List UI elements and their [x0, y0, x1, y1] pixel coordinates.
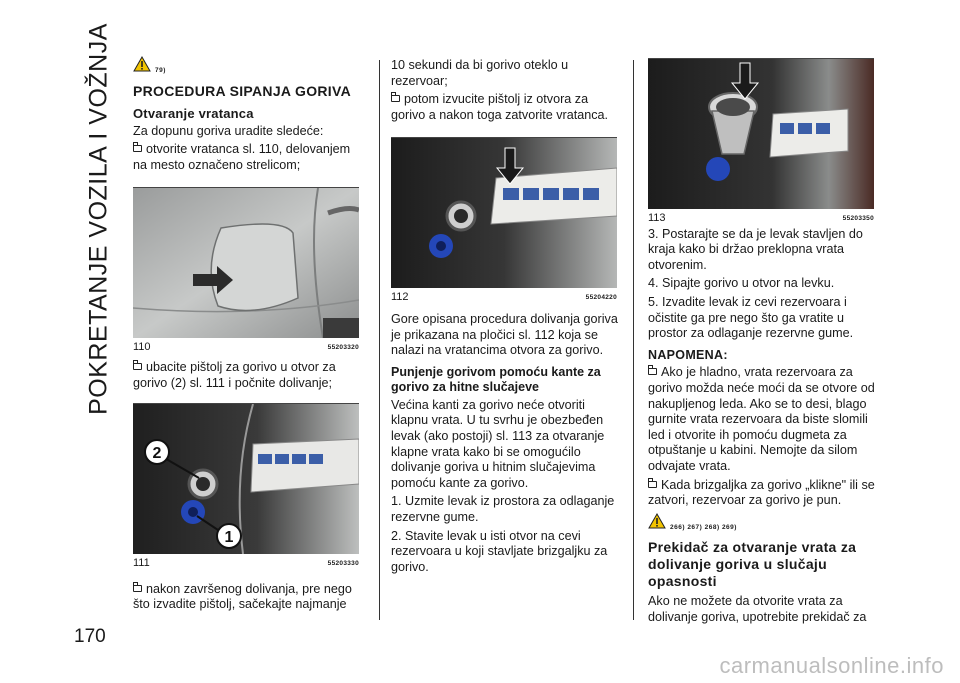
bullet-text: Kada brizgaljka za gorivo „klikne" ili se zatvori, rezervoar za gorivo je pun. — [648, 477, 875, 508]
warning-triangle-icon — [648, 513, 666, 529]
subheading: Otvaranje vratanca — [133, 105, 254, 121]
continued-text: 10 sekundi da bi gorivo oteklo u rezervoar; — [391, 58, 569, 88]
callout-1: 1 — [224, 529, 234, 547]
figure-caption — [133, 556, 359, 572]
step-item: 5. Izvadite levak iz cevi rezervoara i očistite ga pre nego što ga vratite u prostor za odlaganje rezervne gume. — [648, 294, 854, 341]
figure-code: 55203330 — [327, 560, 359, 568]
note-label: NAPOMENA: — [648, 347, 728, 362]
fuel-nozzle-photo — [133, 404, 359, 554]
column-1 — [133, 56, 365, 616]
figure-112 — [391, 137, 617, 306]
bullet-item — [133, 582, 365, 613]
figure-113 — [648, 58, 874, 227]
step-item: 1. Uzmite levak iz prostora za odlaganje rezervne gume. — [391, 494, 615, 524]
subheading: Punjenje gorivom pomoću kante za gorivo za hitne slučajeve — [391, 364, 601, 394]
figure-caption — [648, 211, 874, 227]
page-number: 170 — [74, 626, 106, 647]
paragraph: Većina kanti za gorivo neće otvoriti klapnu vrata. U tu svrhu je obezbeđen levak (ako postoji) sl. 113 za otvaranje klapne vrata kako bi se omogućilo dolivanje goriva u hitnim slučajevima pomoću kante za gorivo. — [391, 397, 605, 490]
figure-caption — [133, 340, 359, 356]
figure-image — [648, 58, 874, 209]
fuel-door-photo — [133, 188, 359, 338]
figure-111 — [133, 403, 359, 572]
figure-image — [391, 137, 617, 288]
step-item: 2. Stavite levak u isti otvor na cevi rezervoara u koji stavljate brizgaljku za gorivo. — [391, 528, 608, 574]
warning-refs: 266) 267) 268) 269) — [670, 523, 737, 531]
figure-code: 55203350 — [842, 215, 874, 222]
bullet-item — [133, 360, 365, 391]
step-item: 3. Postarajte se da je levak stavljen do kraja kako bi držao preklopna vrata otvorenim. — [648, 226, 863, 272]
chapter-title — [82, 23, 116, 415]
bullet-box-icon — [648, 368, 657, 375]
figure-number: 110 — [133, 341, 151, 354]
figure-caption — [391, 290, 617, 306]
figure-number: 113 — [648, 212, 666, 224]
bullet-item — [648, 478, 878, 509]
figure-image — [133, 403, 359, 554]
paragraph: Ako ne možete da otvorite vrata za dolivanje goriva, upotrebite prekidač za — [648, 594, 867, 624]
fuel-door-label-photo — [391, 138, 617, 288]
warning-reference — [133, 56, 365, 79]
bullet-text: Ako je hladno, vrata rezervoara za gorivo možda neće moći da se otvore od nakupljenog leda. Ako se to desi, blago gurnite vrata rezervoara da biste slomili led i otvorite ih pomoću dugmeta za otpuštanje u kabini. Nemojte da silom odvajate vrata. — [648, 365, 875, 473]
column-divider — [633, 60, 634, 620]
column-divider — [379, 60, 380, 620]
bullet-box-icon — [133, 363, 142, 370]
watermark: carmanualsonline.info — [719, 653, 944, 678]
callout-2: 2 — [152, 445, 162, 463]
chapter-title-text: POKRETANJE VOZILA I VOŽNJA — [84, 23, 113, 415]
figure-110 — [133, 187, 359, 356]
warning-refs: 79) — [155, 67, 166, 74]
section-heading: Prekidač za otvaranje vrata za dolivanje goriva u slučaju opasnosti — [648, 539, 857, 590]
bullet-item — [133, 142, 365, 173]
figure-image — [133, 187, 359, 338]
step-item: 4. Sipajte gorivo u otvor na levku. — [648, 276, 835, 291]
bullet-box-icon — [133, 585, 142, 592]
section-heading: PROCEDURA SIPANJA GORIVA — [133, 82, 351, 99]
bullet-text: potom izvucite pištolj iz otvora za gorivo a nakon toga zatvorite vratanca. — [391, 92, 609, 122]
figure-code: 55204220 — [585, 294, 617, 302]
funnel-photo — [648, 59, 874, 209]
bullet-box-icon — [391, 95, 400, 102]
intro-text: Za dopunu goriva uradite sledeće: — [133, 123, 324, 138]
bullet-text: otvorite vratanca sl. 110, delovanjem na mesto označeno strelicom; — [133, 142, 351, 172]
warning-reference — [648, 513, 878, 536]
figure-number: 111 — [133, 557, 150, 570]
bullet-box-icon — [133, 145, 142, 152]
column-2 — [391, 58, 621, 578]
figure-code: 55203320 — [327, 344, 359, 352]
bullet-box-icon — [648, 481, 657, 488]
warning-triangle-icon — [133, 56, 151, 72]
bullet-item — [648, 365, 878, 474]
bullet-text: nakon završenog dolivanja, pre nego što izvadite pištolj, sačekajte najmanje — [133, 581, 352, 612]
column-3 — [648, 58, 878, 628]
bullet-text: ubacite pištolj za gorivo u otvor za gorivo (2) sl. 111 i počnite dolivanje; — [133, 359, 336, 390]
figure-number: 112 — [391, 291, 409, 304]
paragraph: Gore opisana procedura dolivanja goriva je prikazana na pločici sl. 112 koja se nalazi na vratancima otvora za gorivo. — [391, 311, 618, 358]
bullet-item — [391, 92, 621, 123]
